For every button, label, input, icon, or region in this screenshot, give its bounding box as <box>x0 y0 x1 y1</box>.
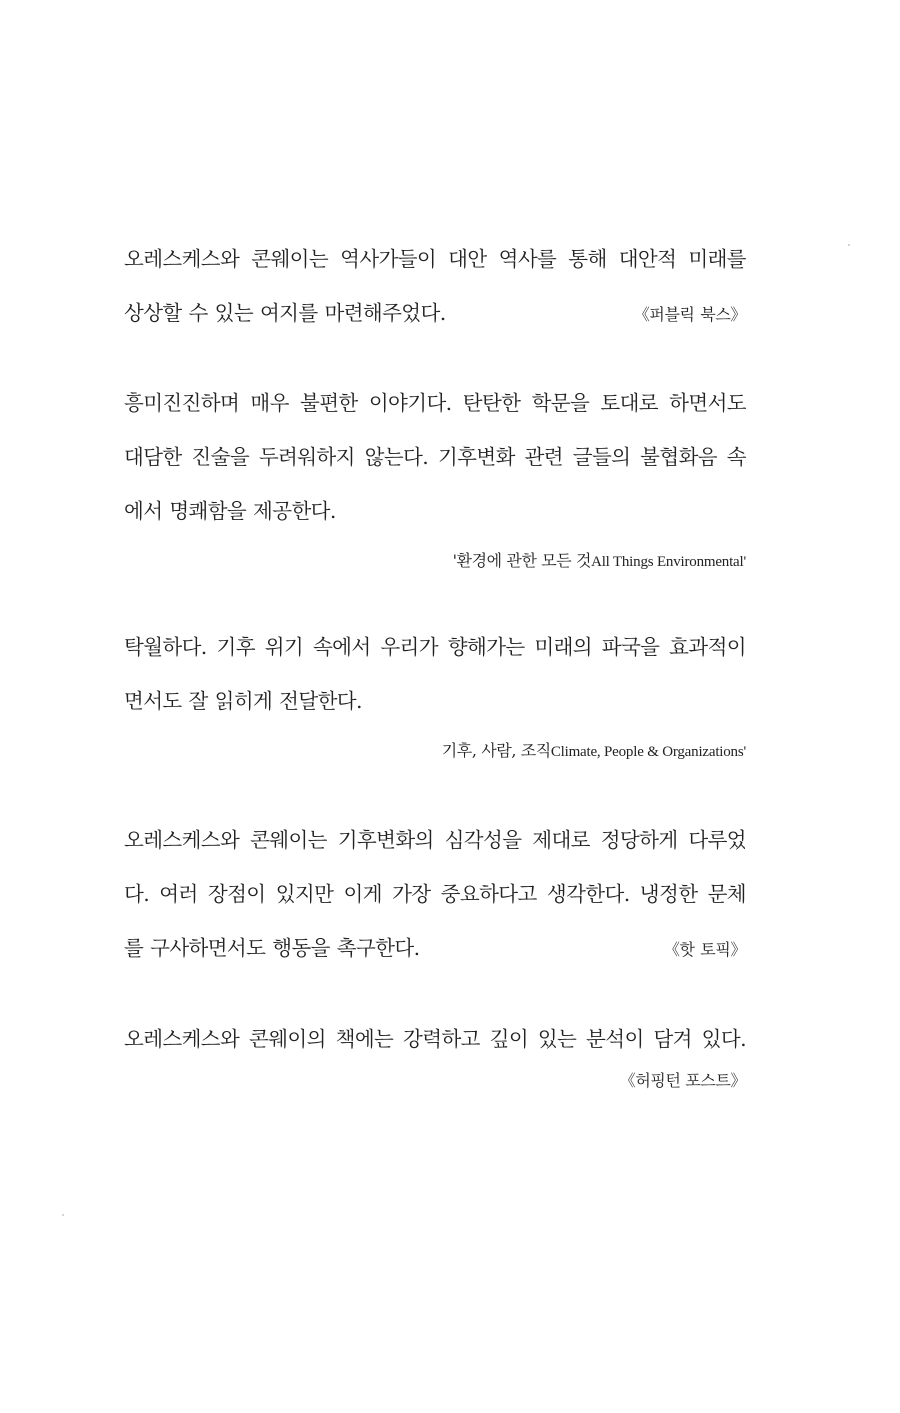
review-2-line-1: 흥미진진하며 매우 불편한 이야기다. 탄탄한 학문을 토대로 하면서도 <box>124 391 746 415</box>
review-1-line-2-row <box>124 286 746 342</box>
review-3-source <box>124 736 746 767</box>
review-4 <box>124 813 746 977</box>
review-3-line-1: 탁월하다. 기후 위기 속에서 우리가 향해가는 미래의 파국을 효과적이 <box>124 635 746 659</box>
review-4-source: 《핫 토픽》 <box>663 940 746 959</box>
review-2-line-2: 대담한 진술을 두려워하지 않는다. 기후변화 관련 글들의 불협화음 속 <box>124 445 746 469</box>
review-2-source-en: All Things Environmental' <box>591 554 746 570</box>
review-2-line-3: 에서 명쾌함을 제공한다. <box>124 499 336 523</box>
review-5 <box>124 1012 746 1096</box>
review-5-source: 《허핑턴 포스트》 <box>619 1071 746 1090</box>
review-5-line-1: 오레스케스와 콘웨이의 책에는 강력하고 깊이 있는 분석이 담겨 있다. <box>124 1027 746 1051</box>
review-4-line-3-row <box>124 921 746 977</box>
review-3-line-2: 면서도 잘 읽히게 전달한다. <box>124 689 362 713</box>
review-3-source-prefix: 기후, 사람, 조직 <box>441 741 551 760</box>
review-4-line-3: 를 구사하면서도 행동을 촉구한다. <box>124 936 420 960</box>
review-1-source: 《퍼블릭 북스》 <box>633 305 746 324</box>
review-4-line-2: 다. 여러 장점이 있지만 이게 가장 중요하다고 생각한다. 냉정한 문체 <box>124 882 746 906</box>
review-1 <box>124 232 746 342</box>
review-2 <box>124 376 746 577</box>
review-3 <box>124 620 746 767</box>
review-2-source <box>124 546 746 577</box>
review-1-line-1: 오레스케스와 콘웨이는 역사가들이 대안 역사를 통해 대안적 미래를 <box>124 247 746 271</box>
review-4-line-1: 오레스케스와 콘웨이는 기후변화의 심각성을 제대로 정당하게 다루었 <box>124 828 746 852</box>
review-2-source-prefix: '환경에 관한 모든 것 <box>452 551 592 570</box>
review-3-source-en: Climate, People & Organizations' <box>550 744 746 760</box>
scan-speck <box>62 1214 64 1216</box>
review-1-line-2: 상상할 수 있는 여지를 마련해주었다. <box>124 301 446 325</box>
review-5-source-row <box>124 1066 746 1096</box>
scan-speck <box>848 244 850 246</box>
